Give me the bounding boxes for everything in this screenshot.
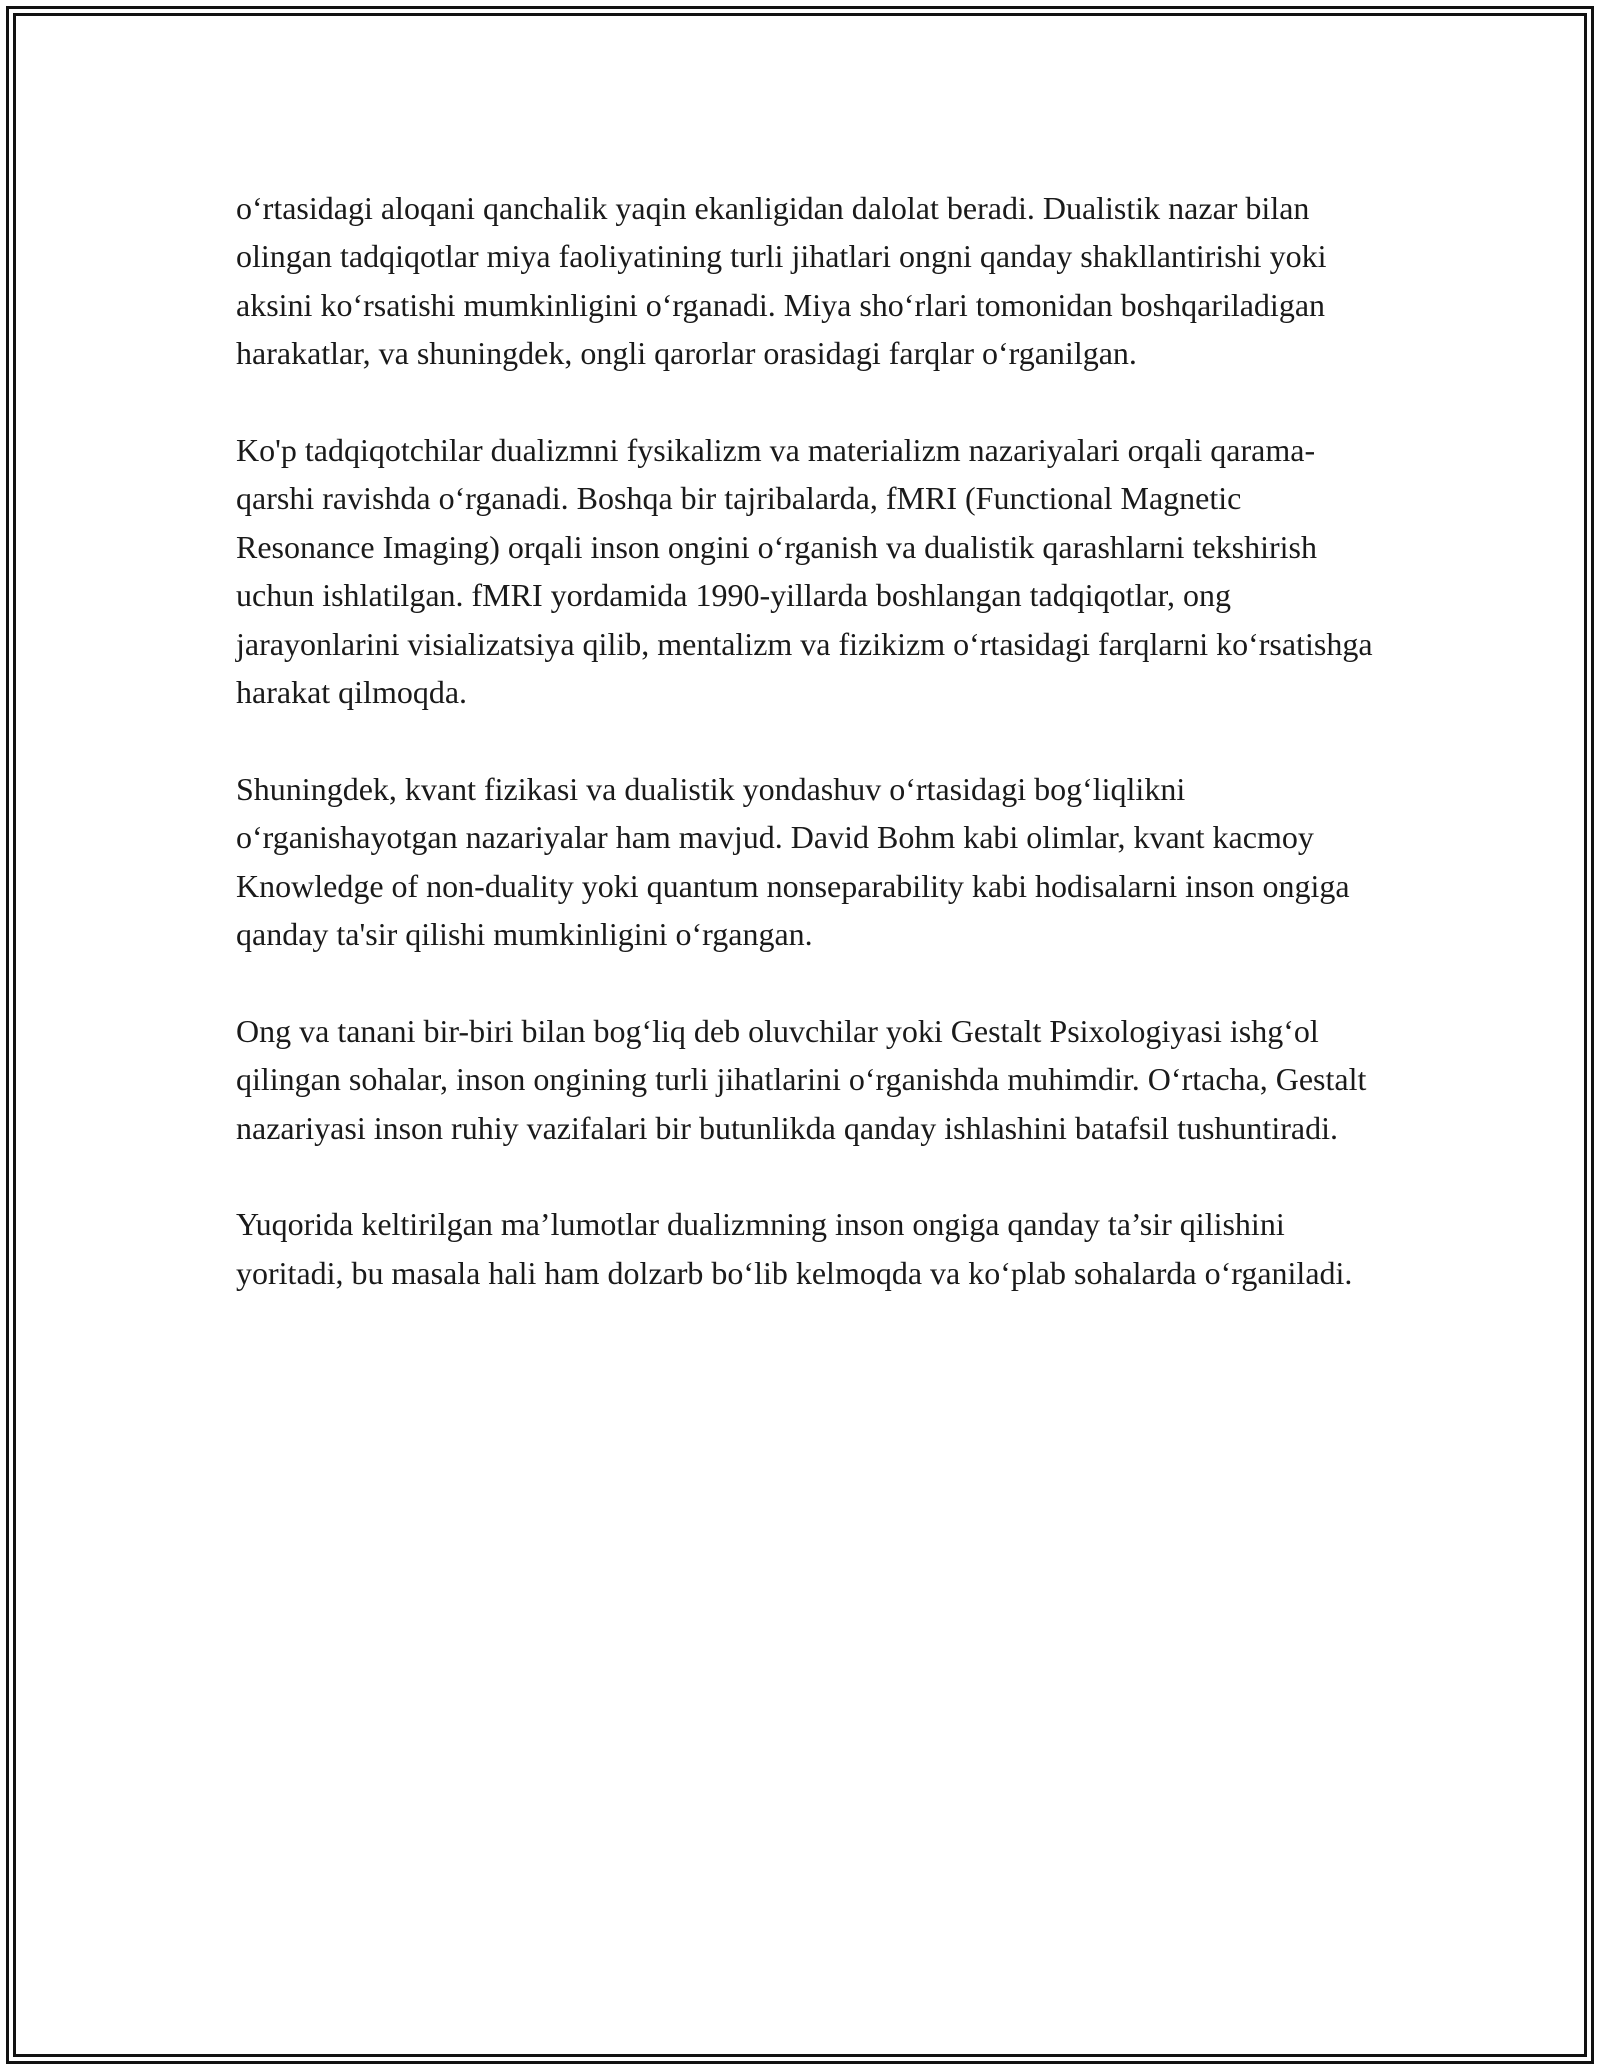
document-body bbox=[236, 184, 1386, 1297]
paragraph: Shuningdek, kvant fizikasi va dualistik yondashuv o‘rtasidagi bog‘liqlikni o‘rganishayotgan nazariyalar ham mavjud. David Bohm kabi olimlar, kvant kacmoy Knowledge of non-duality yoki quantum nonseparability kabi hodisalarni inson ongiga qanday ta'sir qilishi mumkinligini o‘rgangan. bbox=[236, 770, 1350, 953]
paragraph: Ko'p tadqiqotchilar dualizmni fysikalizm va materializm nazariyalari orqali qarama-qarshi ravishda o‘rganadi. Boshqa bir tajribalarda, fMRI (Functional Magnetic Resonance Imaging) orqali inson ongini o‘rganish va dualistik qarashlarni tekshirish uchun ishlatilgan. fMRI yordamida 1990-yillarda boshlangan tadqiqotlar, ong jarayonlarini visializatsiya qilib, mentalizm va fizikizm o‘rtasidagi farqlarni ko‘rsatishga harakat qilmoqda. bbox=[236, 432, 1373, 711]
paragraph: Ong va tanani bir-biri bilan bog‘liq deb oluvchilar yoki Gestalt Psixologiyasi ishg‘ol qilingan sohalar, inson ongining turli jihatlarini o‘rganishda muhimdir. O‘rtacha, Gestalt nazariyasi inson ruhiy vazifalari bir butunlikda qanday ishlashini batafsil tushuntiradi. bbox=[236, 1012, 1367, 1146]
paragraph: o‘rtasidagi aloqani qanchalik yaqin ekanligidan dalolat beradi. Dualistik nazar bilan olingan tadqiqotlar miya faoliyatining turli jihatlari ongni qanday shakllantirishi yoki aksini ko‘rsatishi mumkinligini o‘rganadi. Miya sho‘rlari tomonidan boshqariladigan harakatlar, va shuningdek, ongli qarorlar orasidagi farqlar o‘rganilgan. bbox=[236, 190, 1327, 372]
paragraph: Yuqorida keltirilgan ma’lumotlar dualizmning inson ongiga qanday ta’sir qilishini yoritadi, bu masala hali ham dolzarb bo‘lib kelmoqda va ko‘plab sohalarda o‘rganiladi. bbox=[236, 1206, 1353, 1291]
